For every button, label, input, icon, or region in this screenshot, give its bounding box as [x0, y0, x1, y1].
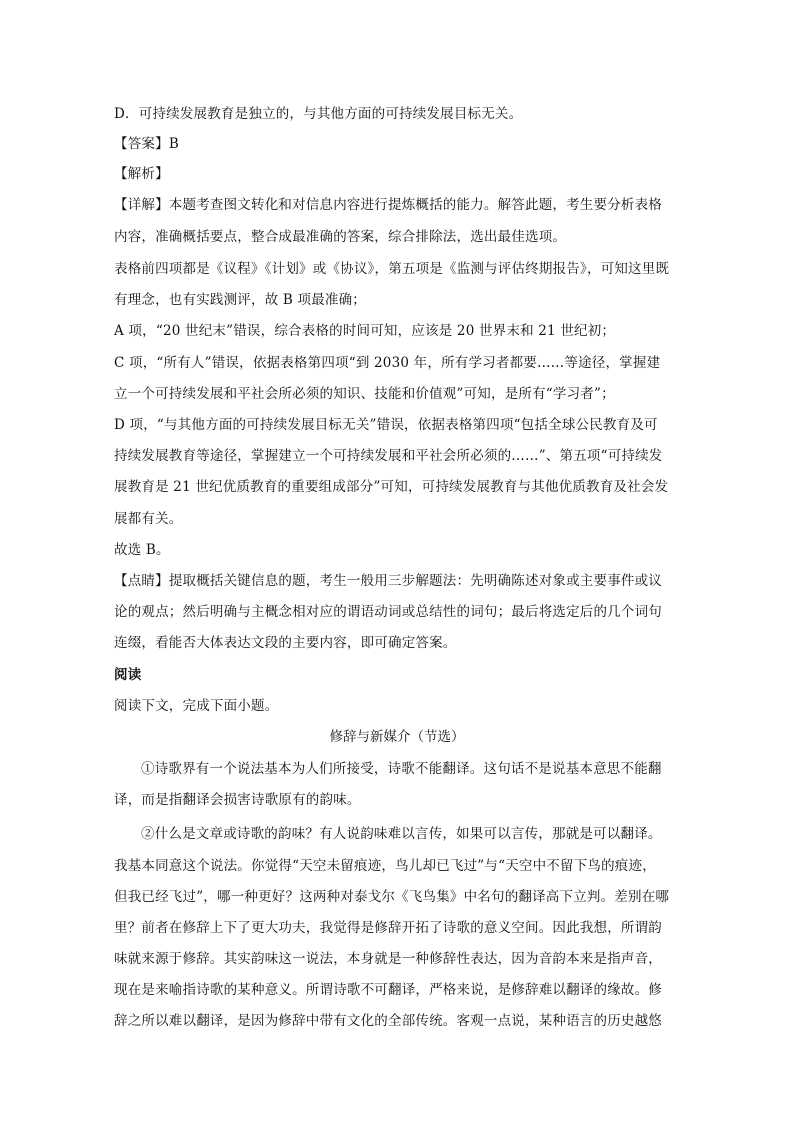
article-title: 修辞与新媒介（节选） [329, 729, 465, 745]
tip-text: 提取概括关键信息的题，考生一般用三步解题法：先明确陈述对象或主要事件或议 [168, 573, 663, 589]
paragraph-1-line: ①诗歌界有一个说法基本为人们所接受，诗歌不能翻译。这句话不是说基本意思不能翻 [141, 761, 662, 777]
detail-line: 立一个可持续发展和平社会所必须的知识、技能和价值观”可知，是所有“学习者”； [114, 386, 615, 402]
answer-line [114, 134, 179, 154]
paragraph-2-line: 现在是来喻指诗歌的某种意义。所谓诗歌不可翻译，严格来说，是修辞难以翻译的缘故。修 [114, 982, 662, 998]
detail-text: 本题考查图文转化和对信息内容进行提炼概括的能力。解答此题，考生要分析表格 [168, 197, 663, 213]
paragraph-2-line: 我基本同意这个说法。你觉得“天空未留痕迹，鸟儿却已飞过”与“天空中不留下鸟的痕迹， [114, 858, 656, 874]
answer-label: 【答案】 [114, 136, 169, 152]
detail-line: 内容，准确概括要点，整合成最准确的答案，综合排除法，选出最佳选项。 [114, 229, 567, 245]
detail-line [114, 195, 662, 215]
detail-line: 表格前四项都是《议程》《计划》或《协议》，第五项是《监测与评估终期报告》，可知这里既 [114, 261, 670, 277]
tip-line: 论的观点；然后明确与主概念相对应的谓语动词或总结性的词句；最后将选定后的几个词句 [114, 604, 662, 620]
tip-label: 【点睛】 [114, 573, 169, 589]
detail-label: 【详解】 [114, 197, 169, 213]
detail-line: A 项，“20 世纪末”错误，综合表格的时间可知，应该是 20 世界末和 21 世纪初； [114, 323, 616, 339]
paragraph-2-line: 里？前者在修辞上下了更大功夫，我觉得是修辞开拓了诗歌的意义空间。因此我想，所谓韵 [114, 920, 662, 936]
reading-instruction: 阅读下文，完成下面小题。 [114, 698, 279, 714]
tip-line [114, 571, 662, 591]
paragraph-2-line: ②什么是文章或诗歌的韵味？有人说韵味难以言传，如果可以言传，那就是可以翻译。 [141, 826, 662, 842]
paragraph-2-line: 但我已经飞过”，哪一种更好？这两种对泰戈尔《飞鸟集》中名句的翻译高下立判。差别在哪 [114, 889, 670, 905]
detail-line: 展都有关。 [114, 511, 183, 527]
tip-line: 连缀，看能否大体表达文段的主要内容，即可确定答案。 [114, 635, 457, 651]
option-d: D．可持续发展教育是独立的，与其他方面的可持续发展目标无关。 [114, 106, 523, 122]
detail-line: 展教育是 21 世纪优质教育的重要组成部分”可知，可持续发展教育与其他优质教育及社会发 [114, 479, 669, 495]
paragraph-2-line: 味就来源于修辞。其实韵味这一说法，本身就是一种修辞性表达，因为音韵本来是指声音， [114, 951, 662, 967]
detail-line: 有理念，也有实践测评，故 B 项最准确； [114, 292, 367, 308]
paragraph-1-line: 译，而是指翻译会损害诗歌原有的韵味。 [114, 792, 361, 808]
detail-line: C 项，“所有人”错误，依据表格第四项“到 2030 年，所有学习者都要……等途径，掌握建 [114, 355, 661, 371]
reading-heading: 阅读 [114, 667, 142, 683]
detail-line: D 项，“与其他方面的可持续发展目标无关”错误，依据表格第四项“包括全球公民教育及可 [114, 417, 658, 433]
analysis-label: 【解析】 [114, 166, 169, 182]
answer-value: B [168, 136, 179, 152]
detail-line: 持续发展教育等途径，掌握建立一个可持续发展和平社会所必须的……”、第五项“可持续发 [114, 448, 663, 464]
paragraph-2-line: 辞之所以难以翻译，是因为修辞中带有文化的全部传统。客观一点说，某种语言的历史越悠 [114, 1013, 662, 1029]
conclusion-line: 故选 B。 [114, 542, 170, 558]
